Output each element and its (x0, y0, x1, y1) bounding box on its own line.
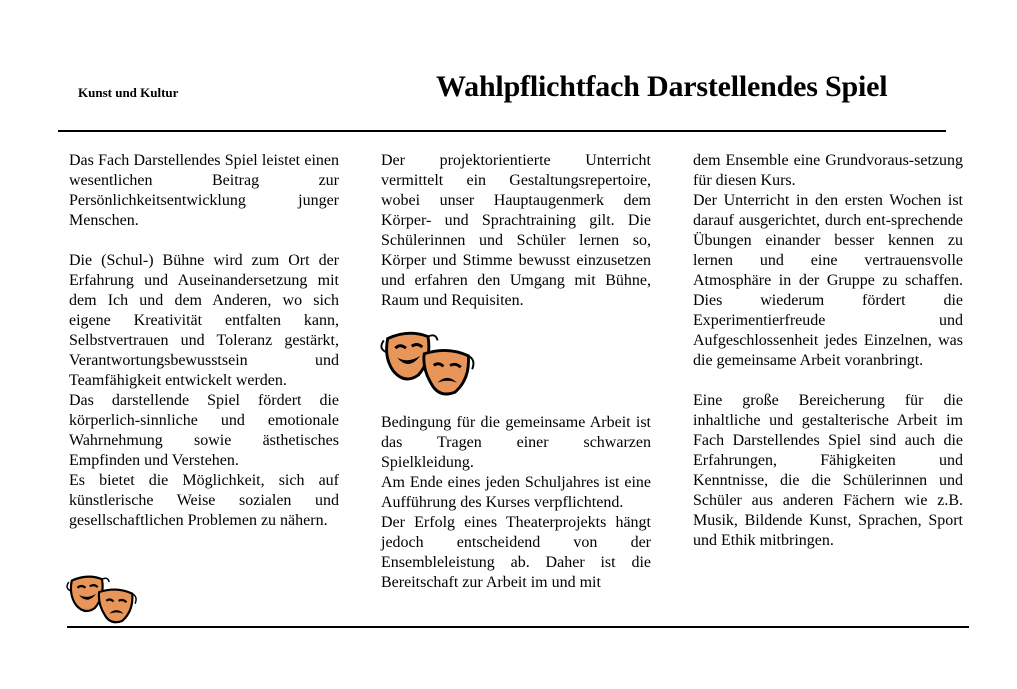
tragedy-mask (424, 350, 474, 394)
paragraph: Eine große Bereicherung für die inhaltliche und gestalterische Arbeit im Fach Darstellendes Spiel sind auch die Erfahrungen, Fähigkeiten und Kenntnisse, die die Schülerinnen und Schüler aus anderen Fächern wie z.B. Musik, Bildende Kunst, Sprachen, Sport und Ethik mitbringen. (693, 392, 963, 549)
bottom-rule (67, 626, 969, 628)
tragedy-mask (99, 590, 136, 623)
paragraph: Der Unterricht in den ersten Wochen ist darauf ausgerichtet, durch ent-sprechende Übungen einander besser kennen zu lernen und eine vertrauensvolle Atmosphäre in der Gruppe zu schaffen. Dies wiederum fördert die Experimentierfreude und Aufgeschlossenheit jedes Einzelnen, was die gemeinsame Arbeit voranbringt. (693, 192, 963, 369)
theater-masks-icon (377, 327, 479, 399)
paragraph: Das Fach Darstellendes Spiel leistet einen wesentlichen Beitrag zur Persönlichkeitsentwicklung junger Menschen. (69, 152, 339, 229)
paragraph: dem Ensemble eine Grundvoraus-setzung für diesen Kurs. (693, 152, 963, 189)
paragraph: Am Ende eines jeden Schuljahres ist eine Aufführung des Kurses verpflichtend. (381, 474, 651, 511)
top-rule (58, 130, 946, 132)
section-label: Kunst und Kultur (78, 85, 179, 100)
text-column-3 (693, 151, 963, 551)
paragraph: Es bietet die Möglichkeit, sich auf künstlerische Weise sozialen und gesellschaftlichen Problemen zu nähern. (69, 472, 339, 529)
paragraph: Das darstellende Spiel fördert die körperlich-sinnliche und emotionale Wahrnehmung sowie ästhetisches Empfinden und Verstehen. (69, 392, 339, 469)
page-title: Wahlpflichtfach Darstellendes Spiel (436, 70, 888, 103)
paragraph: Bedingung für die gemeinsame Arbeit ist das Tragen einer schwarzen Spielkleidung. (381, 414, 651, 471)
theater-masks-icon (66, 572, 138, 626)
paragraph: Der projektorientierte Unterricht vermittelt ein Gestaltungsrepertoire, wobei unser Hauptaugenmerk dem Körper- und Sprachtraining gilt. Die Schülerinnen und Schüler lernen so, Körper und Stimme bewusst einzusetzen und erfahren den Umgang mit Bühne, Raum und Requisiten. (381, 152, 651, 309)
paragraph: Der Erfolg eines Theaterprojekts hängt jedoch entscheidend von der Ensembleleistung ab. Daher ist die Bereitschaft zur Arbeit im und mit (381, 514, 651, 591)
text-column-2 (381, 151, 651, 593)
text-column-1 (69, 151, 339, 531)
paragraph: Die (Schul-) Bühne wird zum Ort der Erfahrung und Auseinandersetzung mit dem Ich und dem Anderen, wo sich eigene Kreativität entfalten kann, Selbstvertrauen und Toleranz gestärkt, Verantwortungsbewusstsein und Teamfähigkeit entwickelt werden. (69, 252, 339, 389)
